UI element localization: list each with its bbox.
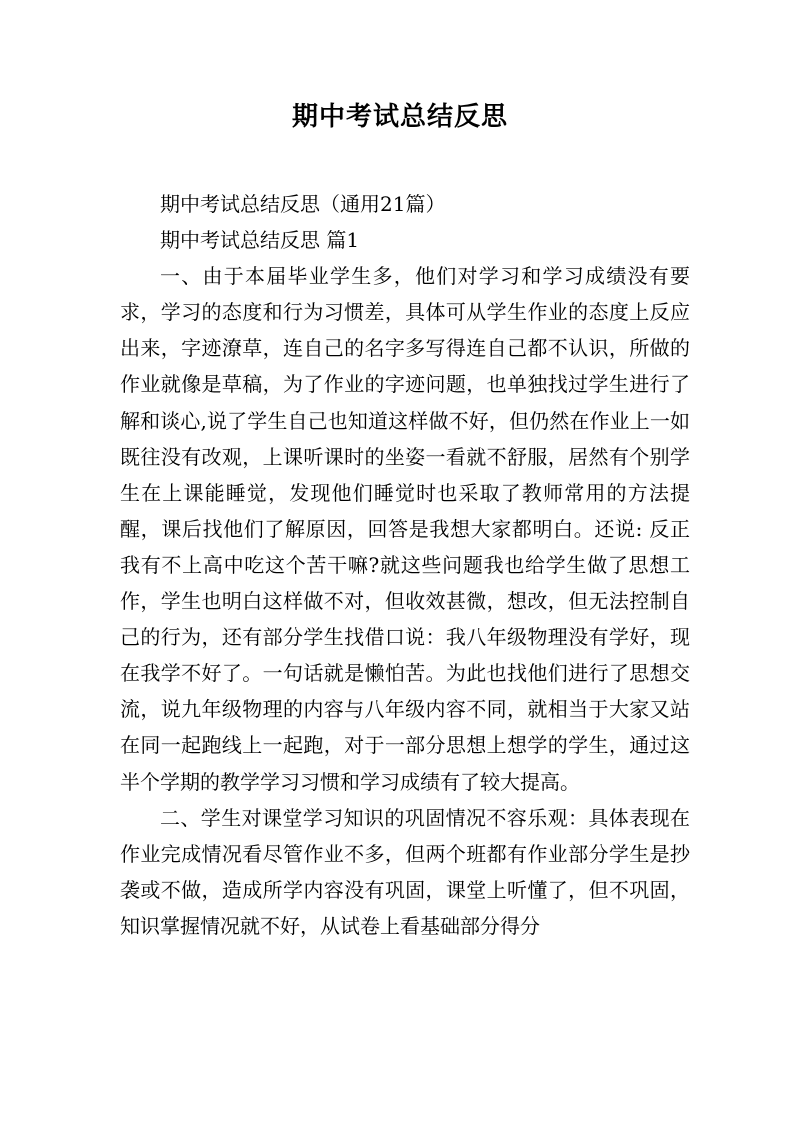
document-subtitle: 期中考试总结反思（通用21篇） xyxy=(160,192,446,216)
paragraph-2: 二、学生对课堂学习知识的巩固情况不容乐观：具体表现在作业完成情况看尽管作业不多，但两个班都有作业部分学生是抄袭或不做，造成所学内容没有巩固，课堂上听懂了，但不巩固，知识掌握情况就不好，从试卷上看基础部分得分 xyxy=(120,805,690,938)
document-body xyxy=(120,186,690,944)
paragraph-1: 一、由于本届毕业学生多，他们对学习和学习成绩没有要求，学习的态度和行为习惯差，具体可从学生作业的态度上反应出来，字迹潦草，连自己的名字多写得连自己都不认识，所做的作业就像是草稿，为了作业的字迹问题，也单独找过学生进行了解和谈心,说了学生自己也知道这样做不好，但仍然在作业上一如既往没有改观，上课听课时的坐姿一看就不舒服，居然有个别学生在上课能睡觉，发现他们睡觉时也采取了教师常用的方法提醒，课后找他们了解原因，回答是我想大家都明白。还说: 反正我有不上高中吃这个苦干嘛?就这些问题我也给学生做了思想工作，学生也明白这样做不对，但收效甚微，想改，但无法控制自己的行为，还有部分学生找借口说：我八年级物理没有学好，现在我学不好了。一句话就是懒怕苦。为此也找他们进行了思想交流，说九年级物理的内容与八年级内容不同，就相当于大家又站在同一起跑线上一起跑，对于一部分思想上想学的学生，通过这半个学期的教学学习习惯和学习成绩有了较大提高。 xyxy=(120,264,690,794)
section-heading: 期中考试总结反思 篇1 xyxy=(160,228,360,253)
document-title: 期中考试总结反思 xyxy=(291,102,508,132)
